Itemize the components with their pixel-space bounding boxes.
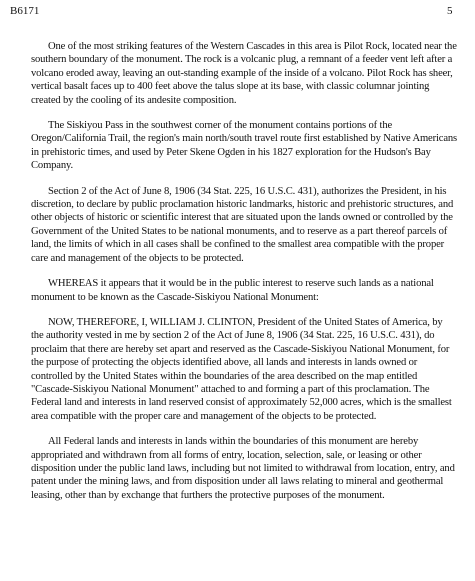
document-body [31, 40, 457, 514]
paragraph-whereas: WHEREAS it appears that it would be in the public interest to reserve such lands as a national monument to be known as the Cascade-Siskiyou National Monument: [31, 278, 434, 303]
document-id: B6171 [10, 5, 40, 17]
paragraph-withdrawal: All Federal lands and interests in lands within the boundaries of this monument are hereby appropriated and withdrawn from all forms of entry, location, selection, sale, or leasing or other disposition under the public land laws, including but not limited to withdrawal from location, entry, and patent under the mining laws, and from disposition under all laws relating to mineral and geothermal leasing, other than by exchange that furthers the protective purposes of the monument. [31, 436, 455, 501]
paragraph-antiquities-act: Section 2 of the Act of June 8, 1906 (34 Stat. 225, 16 U.S.C. 431), authorizes the President, in his discretion, to declare by public proclamation historic landmarks, historic and prehistoric structures, and other objects of historic or scientific interest that are situated upon the lands owned or controlled by the Government of the United States to be national monuments, and to reserve as a part thereof parcels of land, the limits of which in all cases shall be confined to the smallest area compatible with the proper care and management of the objects to be protected. [31, 185, 454, 264]
paragraph-siskiyou-pass: The Siskiyou Pass in the southwest corner of the monument contains portions of the Oregon/California Trail, the region's main north/south travel route first established by Native Americans in prehistoric times, and used by Peter Skene Ogden in his 1827 exploration for the Hudson's Bay Company. [31, 120, 458, 172]
page-number: 5 [447, 5, 453, 17]
paragraph-proclamation: NOW, THEREFORE, I, WILLIAM J. CLINTON, President of the United States of America, by the authority vested in me by section 2 of the Act of June 8, 1906 (34 Stat. 225, 16 U.S.C. 431), do proclaim that there are hereby set apart and reserved as the Cascade-Siskiyou National Monument, for the purpose of protecting the objects identified above, all lands and interests in lands owned or controlled by the United States within the boundaries of the area described on the map entitled "Cascade-Siskiyou National Monument" attached to and forming a part of this proclamation. The Federal land and interests in land reserved consist of approximately 52,000 acres, which is the smallest area compatible with the proper care and management of the objects to be protected. [31, 316, 452, 422]
paragraph-pilot-rock: One of the most striking features of the Western Cascades in this area is Pilot Rock, located near the southern boundary of the monument. The rock is a volcanic plug, a remnant of a feeder vent left after a volcano eroded away, leaving an out-standing example of the inside of a volcano. Pilot Rock has sheer, vertical basalt faces up to 400 feet above the talus slope at its base, with classic columnar jointing created by the cooling of its andesite composition. [31, 41, 457, 106]
